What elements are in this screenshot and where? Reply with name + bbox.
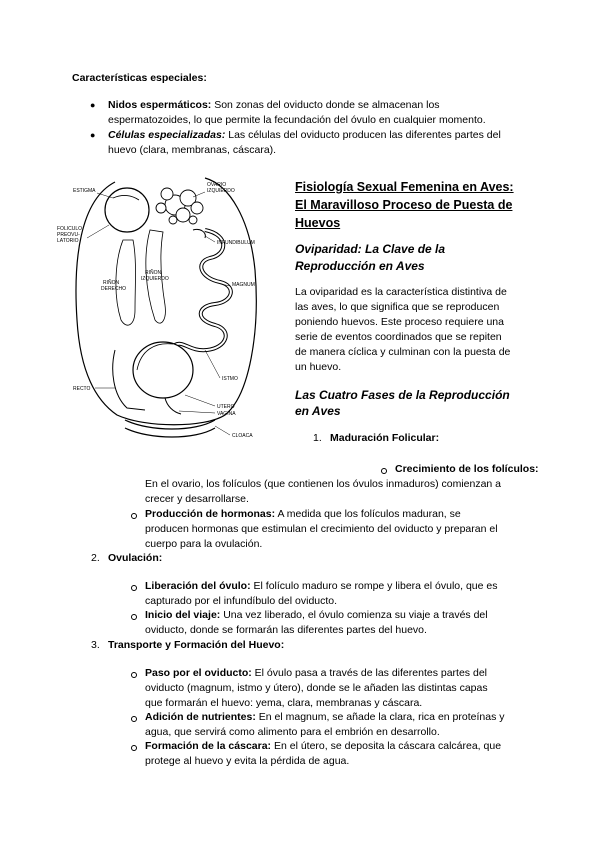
phase-1-b	[145, 507, 461, 521]
paragraph-line: las aves, lo que significa que se reproducen	[295, 301, 500, 313]
paragraph-line: de manera cíclica y culminan con la puesta de	[295, 346, 511, 358]
bullet-circle	[131, 672, 137, 678]
phase-3-c-line2: protege al huevo y evita la pérdida de agua.	[145, 755, 350, 767]
oviduct-diagram	[55, 170, 285, 455]
paragraph-line: un huevo.	[295, 361, 342, 373]
bullet-dot: ●	[90, 130, 96, 140]
text: Las células del oviducto producen las diferentes partes del	[225, 129, 501, 141]
phase-2-b-line2: oviducto, donde se formarán las diferentes partes del huevo.	[145, 624, 427, 636]
label-ovario-izq: IZQUIERDO	[207, 188, 235, 194]
phase-1-a-line1: En el ovario, los folículos (que contienen los óvulos inmaduros) comienzan a	[145, 478, 502, 490]
article-title-line1: Fisiología Sexual Femenina en Aves:	[295, 180, 514, 194]
bullet-circle	[131, 716, 137, 722]
phase-3-title: Transporte y Formación del Huevo:	[108, 639, 285, 651]
label-magnum: MAGNUM	[232, 282, 255, 288]
label-foliculo2: PREOVU-	[57, 232, 80, 238]
subheading-oviparidad-line1: Oviparidad: La Clave de la	[295, 242, 446, 256]
phase-3-b-line2: agua, que servirá como alimento para el embrión en desarrollo.	[145, 726, 440, 738]
label-foliculo: FOLICULO	[57, 226, 83, 232]
phase-2-a-line2: capturado por el infundíbulo del oviducto.	[145, 595, 338, 607]
special-heading: Características especiales:	[72, 72, 207, 84]
paragraph-line: poniendo huevos. Este proceso requiere una	[295, 316, 504, 328]
term: Formación de la cáscara:	[145, 740, 272, 752]
label-estigma: ESTIGMA	[73, 188, 96, 194]
bullet-circle	[131, 745, 137, 751]
paragraph-line: serie de eventos coordinados que se repiten	[295, 331, 502, 343]
label-utero: UTERO	[217, 404, 235, 410]
term: Liberación del óvulo:	[145, 580, 251, 592]
label-foliculo3: LATORIO	[57, 238, 79, 244]
term: Paso por el oviducto:	[145, 667, 252, 679]
subheading-oviparidad-line2: Reproducción en Aves	[295, 259, 425, 273]
phase-3-number: 3.	[91, 639, 100, 651]
text: A medida que los folículos maduran, se	[275, 508, 461, 520]
phase-2-number: 2.	[91, 552, 100, 564]
special-item-nidos-cont: espermatozoides, lo que permite la fecundación del óvulo en cualquier momento.	[108, 114, 486, 126]
term: Nidos espermáticos:	[108, 99, 212, 111]
term: Células especializadas:	[108, 129, 226, 141]
label-istmo: ISTMO	[222, 376, 238, 382]
phase-1-b-line3: cuerpo para la ovulación.	[145, 538, 263, 550]
phase-3-b	[145, 710, 504, 724]
bullet-circle	[131, 614, 137, 620]
label-infundibulum: INFUNDIBULUM	[217, 240, 255, 246]
bullet-circle	[131, 513, 137, 519]
subheading-fases-line1: Las Cuatro Fases de la Reproducción	[295, 388, 510, 402]
text: Una vez liberado, el óvulo comienza su viaje a través del	[220, 609, 488, 621]
label-recto: RECTO	[73, 386, 91, 392]
paragraph-line: La oviparidad es la característica distintiva de	[295, 286, 507, 298]
text: El óvulo pasa a través de las diferentes partes del	[251, 667, 487, 679]
label-ovario: OVARIO	[207, 182, 227, 188]
label-vagina: VAGINA	[217, 411, 236, 417]
text: Son zonas del oviducto donde se almacenan los	[211, 99, 440, 111]
phase-1-a-line2: crecer y desarrollarse.	[145, 493, 249, 505]
phase-3-a	[145, 666, 487, 680]
bullet-circle	[381, 468, 387, 474]
label-rinon-der2: DERECHO	[101, 286, 127, 292]
phase-1-title: Maduración Folicular:	[330, 432, 440, 444]
text: En el magnum, se añade la clara, rica en proteínas y	[255, 711, 505, 723]
subheading-fases-line2: en Aves	[295, 404, 341, 418]
term: Inicio del viaje:	[145, 609, 221, 621]
phase-2-b	[145, 608, 488, 622]
article-title-line3: Huevos	[295, 216, 341, 230]
label-rinon-izq: RIÑON	[145, 270, 162, 276]
term: Adición de nutrientes:	[145, 711, 256, 723]
phase-2-title: Ovulación:	[108, 552, 163, 564]
article-title-line2: El Maravilloso Proceso de Puesta de	[295, 198, 513, 212]
bullet-dot: ●	[90, 100, 96, 110]
label-rinon-der: RIÑON	[103, 280, 120, 286]
special-item-celulas-cont: huevo (clara, membranas, cáscara).	[108, 144, 277, 156]
text: En el útero, se deposita la cáscara calcárea, que	[271, 740, 502, 752]
bullet-circle	[131, 585, 137, 591]
phase-2-a	[145, 579, 498, 593]
phase-3-c	[145, 739, 501, 753]
label-rinon-izq2: IZQUIERDO	[141, 276, 169, 282]
phase-1-b-line2: producen hormonas que estimulan el crecimiento del oviducto y preparan el	[145, 523, 498, 535]
phase-1-number: 1.	[313, 432, 322, 444]
phase-3-a-line2: oviducto (magnum, istmo y útero), donde se le añaden las distintas capas	[145, 682, 488, 694]
text: El folículo maduro se rompe y libera el óvulo, que es	[250, 580, 498, 592]
phase-1-a-term: Crecimiento de los folículos:	[395, 463, 539, 475]
phase-3-a-line3: que formarán el huevo: yema, clara, membranas y cáscara.	[145, 697, 423, 709]
special-item-celulas	[108, 128, 501, 142]
label-cloaca: CLOACA	[232, 433, 253, 439]
term: Producción de hormonas:	[145, 508, 276, 520]
special-item-nidos	[108, 98, 440, 112]
